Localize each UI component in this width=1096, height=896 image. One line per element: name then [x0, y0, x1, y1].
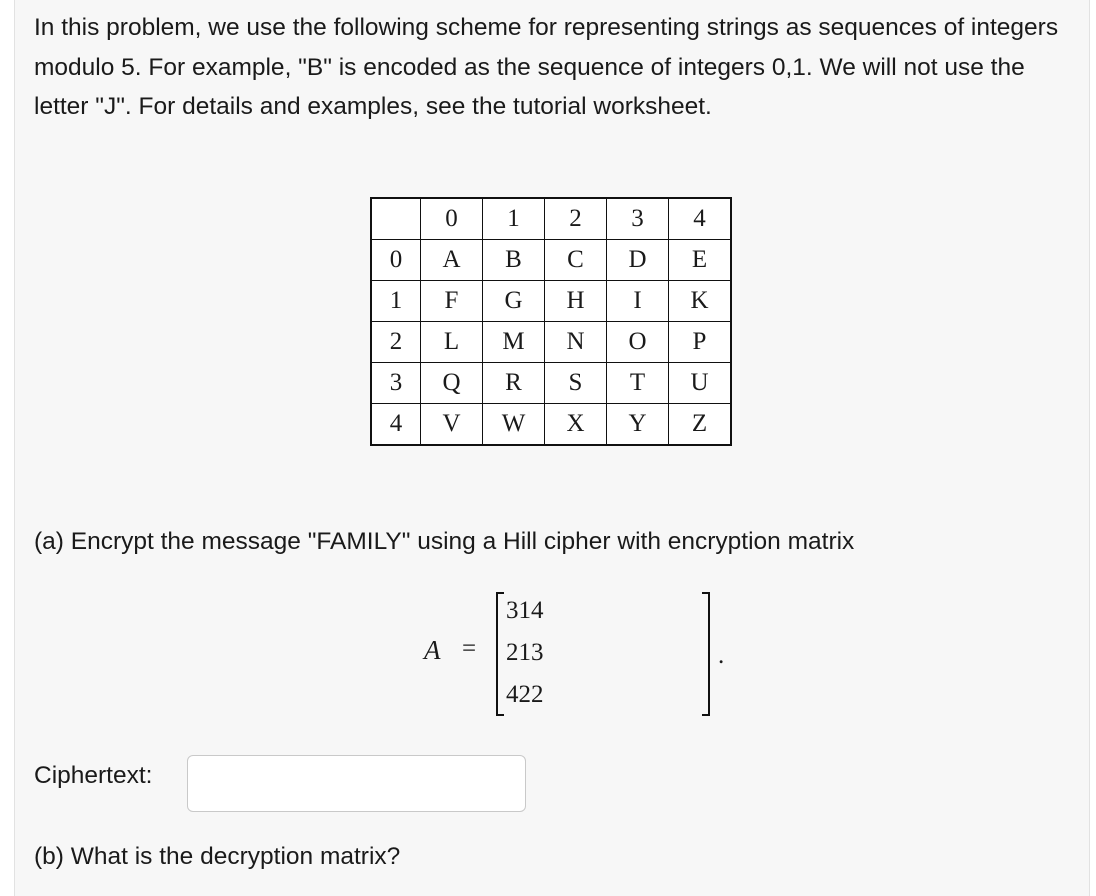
table-cell: M — [483, 322, 545, 363]
row-header: 2 — [371, 322, 421, 363]
problem-intro: In this problem, we use the following scheme for representing strings as sequences of integers modulo 5. For example, "B" is encoded as the sequence of integers 0,1. We will not use the letter "J". For details and examples, see the tutorial worksheet. — [34, 14, 1059, 120]
matrix-entries — [506, 590, 544, 716]
table-cell: F — [421, 281, 483, 322]
table-cell: V — [421, 404, 483, 446]
column-header: 2 — [545, 198, 607, 240]
table-cell: A — [421, 240, 483, 281]
matrix-entry: 2 — [531, 681, 544, 708]
row-header: 3 — [371, 363, 421, 404]
table-cell: N — [545, 322, 607, 363]
table-cell: O — [607, 322, 669, 363]
table-cell: G — [483, 281, 545, 322]
table-cell: R — [483, 363, 545, 404]
table-cell: Z — [669, 404, 732, 446]
table-row — [371, 322, 731, 363]
row-header: 4 — [371, 404, 421, 446]
right-bracket — [702, 592, 710, 716]
table-cell: C — [545, 240, 607, 281]
ciphertext-input[interactable] — [187, 755, 526, 812]
table-cell: U — [669, 363, 732, 404]
matrix-label: A — [424, 635, 441, 665]
table-cell: Q — [421, 363, 483, 404]
matrix-row — [506, 590, 544, 632]
matrix-entry: 1 — [518, 597, 531, 624]
column-header: 1 — [483, 198, 545, 240]
table-row — [371, 363, 731, 404]
table-row — [371, 281, 731, 322]
matrix-row — [506, 632, 544, 674]
table-corner — [371, 198, 421, 240]
table-cell: K — [669, 281, 732, 322]
equals-sign: = — [462, 635, 477, 662]
part-b-prompt: (b) What is the decryption matrix? — [34, 843, 401, 870]
matrix-entry: 4 — [531, 597, 544, 624]
table-cell: E — [669, 240, 732, 281]
column-header: 3 — [607, 198, 669, 240]
row-header: 0 — [371, 240, 421, 281]
row-header: 1 — [371, 281, 421, 322]
table-header-row — [371, 198, 731, 240]
matrix-row — [506, 674, 544, 716]
table-cell: S — [545, 363, 607, 404]
matrix-entry: 2 — [518, 681, 531, 708]
matrix-entry: 1 — [518, 639, 531, 666]
matrix-entry: 3 — [531, 639, 544, 666]
table-cell: L — [421, 322, 483, 363]
table-cell: P — [669, 322, 732, 363]
table-cell: D — [607, 240, 669, 281]
encoding-table — [370, 197, 732, 446]
table-cell: B — [483, 240, 545, 281]
matrix-entry: 4 — [506, 681, 519, 708]
part-a-prompt: (a) Encrypt the message "FAMILY" using a Hill cipher with encryption matrix — [34, 528, 855, 555]
column-header: 0 — [421, 198, 483, 240]
table-cell: Y — [607, 404, 669, 446]
question-panel — [14, 0, 1090, 896]
table-row — [371, 240, 731, 281]
table-cell: T — [607, 363, 669, 404]
matrix-entry: 3 — [506, 597, 519, 624]
table-cell: X — [545, 404, 607, 446]
ciphertext-label: Ciphertext: — [34, 762, 153, 789]
matrix-entry: 2 — [506, 639, 519, 666]
table-row — [371, 404, 731, 446]
table-cell: W — [483, 404, 545, 446]
table-cell: H — [545, 281, 607, 322]
column-header: 4 — [669, 198, 732, 240]
table-cell: I — [607, 281, 669, 322]
left-bracket — [496, 592, 504, 716]
matrix-period: . — [718, 642, 725, 669]
